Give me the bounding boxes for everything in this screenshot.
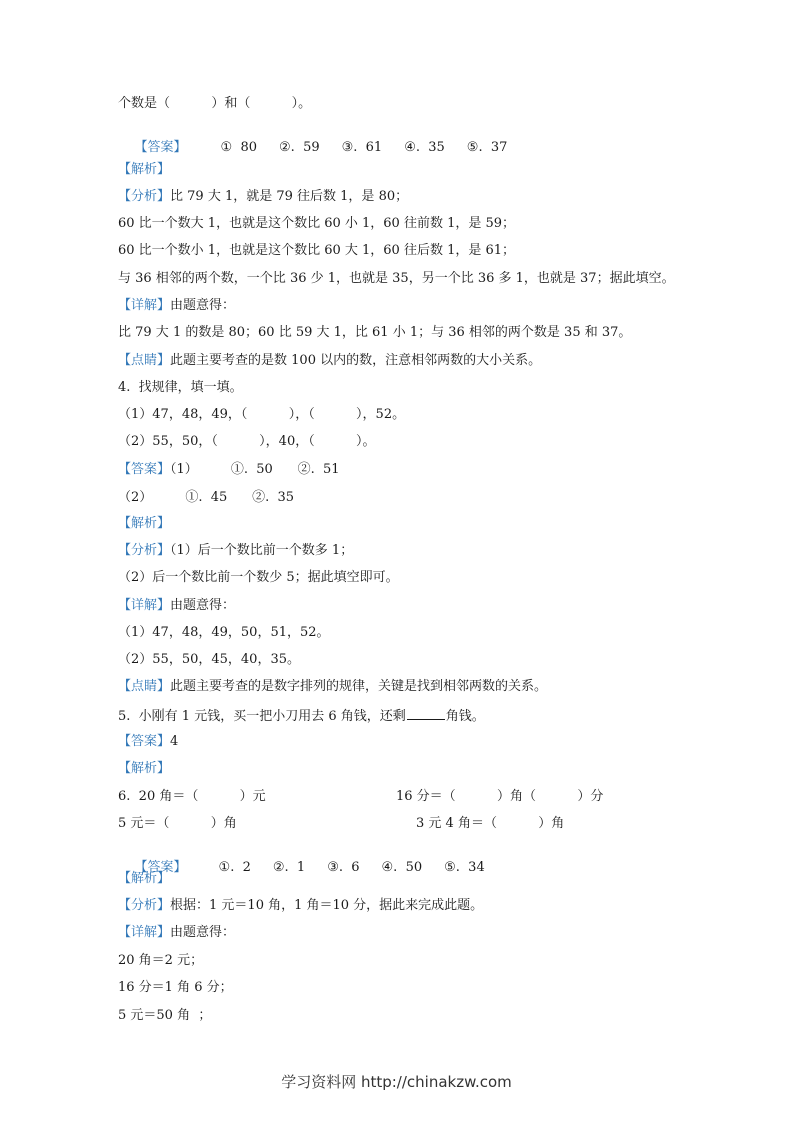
answer-item: ④. 35	[404, 140, 445, 155]
question-line: （2）55，50，（ ），40，（ ）。	[118, 434, 376, 449]
answer-item: ①. 2	[218, 860, 251, 875]
answer-item: ④. 50	[381, 860, 423, 875]
analysis-line: 60 比一个数小 1，也就是这个数比 60 大 1，60 往后数 1，是 61；	[118, 243, 516, 258]
detail-line: 【详解】由题意得：	[118, 598, 236, 613]
analysis-heading: 【解析】	[118, 162, 171, 177]
question-line: 16 分＝（ ）角（ ）分	[396, 789, 604, 804]
analysis-heading: 【解析】	[118, 871, 171, 886]
answer-tag: 【答案】	[118, 734, 171, 749]
question-tail: 个数是（ ）和（ ）。	[118, 96, 312, 111]
answer-item: ⑤. 37	[466, 140, 508, 155]
answer-item: ②. 1	[272, 860, 306, 875]
analysis-tag: 【分析】	[118, 543, 171, 558]
footer-watermark: 学习资料网 http://chinakzw.com	[281, 1073, 512, 1091]
answer-blank	[407, 707, 445, 720]
question-line: （1）47，48，49，（ ），（ ），52。	[118, 407, 406, 422]
answer-line: 【答案】（1） ①. 50 ②. 51	[118, 462, 340, 477]
comment-line: 【点睛】此题主要考查的是数字排列的规律，关键是找到相邻两数的关系。	[118, 679, 548, 694]
question-line: 5. 小刚有 1 元钱，买一把小刀用去 6 角钱，还剩 角钱。	[118, 709, 485, 724]
comment-tag: 【点睛】	[118, 353, 171, 368]
detail-line: 20 角＝2 元；	[118, 953, 204, 968]
analysis-line: 60 比一个数大 1，也就是这个数比 60 小 1，60 往前数 1，是 59；	[118, 216, 516, 231]
question-line: 3 元 4 角＝（ ）角	[416, 816, 565, 831]
analysis-line: （2）后一个数比前一个数少 5；据此填空即可。	[118, 570, 399, 585]
answer-item: ① 80	[220, 140, 258, 155]
analysis-line: 【分析】比 79 大 1，就是 79 往后数 1，是 80；	[118, 189, 409, 204]
analysis-line: 【分析】（1）后一个数比前一个数多 1；	[118, 543, 354, 558]
answer-tag: 【答案】	[118, 462, 171, 477]
analysis-tag: 【分析】	[118, 189, 171, 204]
answer-line	[118, 844, 485, 892]
answer-line: （2） ①. 45 ②. 35	[118, 490, 295, 505]
detail-line: 16 分＝1 角 6 分；	[118, 980, 233, 995]
answer-item: ⑤. 34	[444, 860, 485, 875]
detail-tag: 【详解】	[118, 598, 171, 613]
answer-line	[118, 124, 507, 172]
answer-tag: 【答案】	[134, 140, 187, 155]
detail-line: （1）47，48，49，50，51，52。	[118, 625, 330, 640]
analysis-heading: 【解析】	[118, 516, 171, 531]
answer-item: ②. 59	[279, 140, 320, 155]
answer-tag: 【答案】	[134, 860, 187, 875]
detail-line: 【详解】由题意得：	[118, 298, 236, 313]
detail-line: 【详解】由题意得：	[118, 925, 236, 940]
analysis-line: 与 36 相邻的两个数，一个比 36 少 1，也就是 35，另一个比 36 多 1，也就是 37；据此填空。	[118, 271, 675, 286]
detail-line: 比 79 大 1 的数是 80；60 比 59 大 1，比 61 小 1；与 36 相邻的两个数是 35 和 37。	[118, 325, 632, 340]
question-line: 5 元＝（ ）角	[118, 816, 237, 831]
analysis-tag: 【分析】	[118, 898, 171, 913]
detail-line: 5 元＝50 角 ；	[118, 1008, 212, 1023]
detail-line: （2）55，50，45，40，35。	[118, 652, 300, 667]
answer-line: 【答案】4	[118, 734, 179, 749]
detail-tag: 【详解】	[118, 925, 171, 940]
answer-item: ③. 61	[341, 140, 383, 155]
answer-item: ③. 6	[327, 860, 360, 875]
question-line: 6. 20 角＝（ ）元	[118, 789, 266, 804]
analysis-line: 【分析】根据：1 元＝10 角，1 角＝10 分，据此来完成此题。	[118, 898, 484, 913]
question-title: 4. 找规律，填一填。	[118, 380, 243, 395]
analysis-heading: 【解析】	[118, 761, 171, 776]
comment-tag: 【点睛】	[118, 679, 171, 694]
comment-line: 【点睛】此题主要考查的是数 100 以内的数，注意相邻两数的大小关系。	[118, 353, 542, 368]
detail-tag: 【详解】	[118, 298, 171, 313]
